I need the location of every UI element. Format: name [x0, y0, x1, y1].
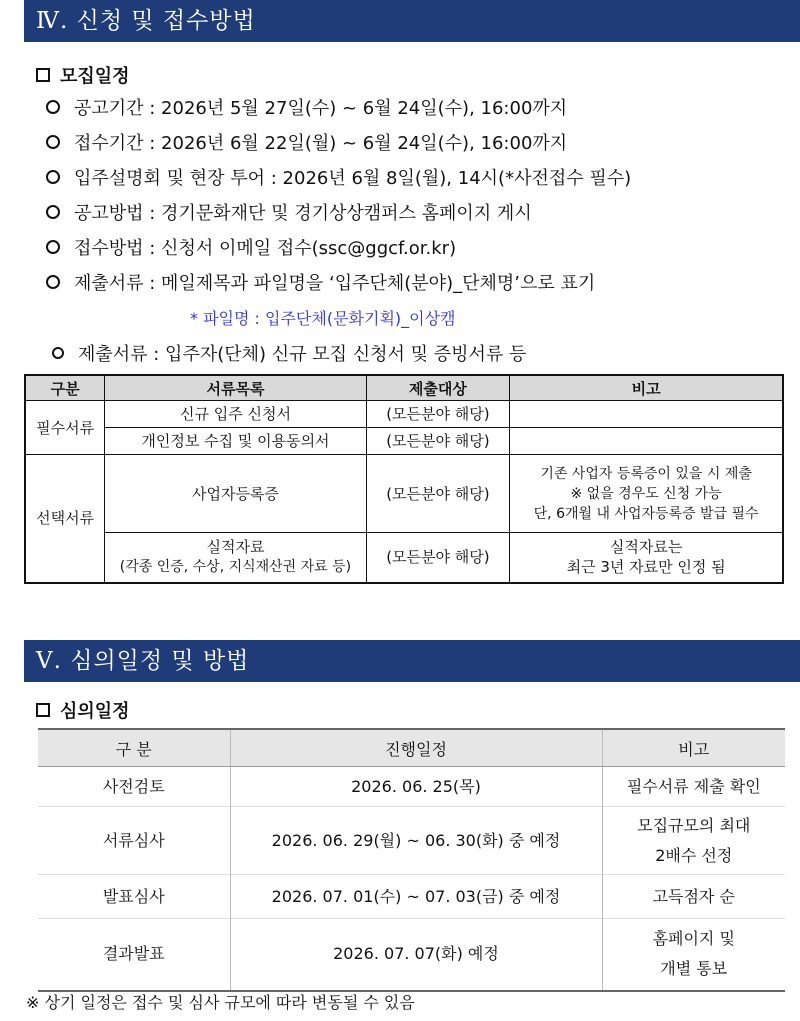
- square-bullet-icon: [36, 68, 50, 82]
- subhead-label: 모집일정: [60, 66, 130, 87]
- item-application-method: 접수방법 : 신청서 이메일 접수(ssc@ggcf.or.kr): [46, 234, 456, 260]
- col-header-schedule: 진행일정: [230, 729, 602, 767]
- required-docs-label: 필수서류: [25, 401, 105, 455]
- circle-bullet-icon: [46, 135, 60, 149]
- table-row: 선택서류 사업자등록증 (모든분야 해당) 기존 사업자 등록증이 있을 시 제출 ※ 없을 경우도 신청 가능 단, 6개월 내 사업자등록증 발급 필수: [25, 455, 783, 533]
- filename-note: * 파일명 : 입주단체(문화기획)_이상캠: [190, 309, 456, 328]
- circle-bullet-icon: [46, 205, 60, 219]
- circle-bullet-icon: [46, 240, 60, 254]
- table-row: 발표심사 2026. 07. 01(수) ~ 07. 03(금) 중 예정 고득점자 순: [38, 875, 785, 919]
- table-row: 서류심사 2026. 06. 29(월) ~ 06. 30(화) 중 예정 모집규모의 최대 2배수 선정: [38, 807, 785, 875]
- item-briefing-tour: 입주설명회 및 현장 투어 : 2026년 6월 8일(월), 14시(*사전접수 필수): [46, 164, 631, 190]
- square-bullet-icon: [36, 703, 50, 717]
- item-documents-naming: 제출서류 : 메일제목과 파일명을 ‘입주단체(분야)_단체명’으로 표기: [46, 269, 595, 295]
- table-row: 결과발표 2026. 07. 07(화) 예정 홈페이지 및 개별 통보: [38, 919, 785, 991]
- review-schedule-table: [38, 728, 785, 992]
- col-header-target: 제출대상: [366, 375, 510, 401]
- col-header-note: 비고: [510, 375, 783, 401]
- col-header-note: 비고: [602, 729, 785, 767]
- table-row: 사전검토 2026. 06. 25(목) 필수서류 제출 확인: [38, 767, 785, 807]
- table-row: 개인정보 수집 및 이용동의서 (모든분야 해당): [25, 428, 783, 455]
- circle-bullet-icon: [52, 347, 64, 359]
- col-header-category: 구분: [25, 375, 105, 401]
- subhead-label: 심의일정: [60, 701, 130, 722]
- circle-bullet-icon: [46, 100, 60, 114]
- table-row: 실적자료 (각종 인증, 수상, 지식재산권 자료 등) (모든분야 해당) 실적자료는 최근 3년 자료만 인정 됨: [25, 533, 783, 583]
- item-notice-period: 공고기간 : 2026년 5월 27일(수) ~ 6월 24일(수), 16:00까지: [46, 94, 567, 120]
- circle-bullet-icon: [46, 275, 60, 289]
- section-header-5: Ⅴ. 심의일정 및 방법: [24, 640, 800, 682]
- documents-table: [24, 374, 784, 584]
- optional-docs-label: 선택서류: [25, 455, 105, 583]
- col-header-stage: 구 분: [38, 729, 230, 767]
- subhead-review-schedule: [36, 697, 130, 723]
- schedule-footnote: ※ 상기 일정은 접수 및 심사 규모에 따라 변동될 수 있음: [26, 993, 415, 1012]
- item-application-period: 접수기간 : 2026년 6월 22일(월) ~ 6월 24일(수), 16:00까지: [46, 129, 567, 155]
- subhead-recruit-schedule: [36, 62, 130, 88]
- col-header-doc-list: 서류목록: [105, 375, 366, 401]
- item-notice-method: 공고방법 : 경기문화재단 및 경기상상캠퍼스 홈페이지 게시: [46, 199, 532, 225]
- table-row: 필수서류 신규 입주 신청서 (모든분야 해당): [25, 401, 783, 428]
- item-documents-list: 제출서류 : 입주자(단체) 신규 모집 신청서 및 증빙서류 등: [52, 340, 526, 366]
- circle-bullet-icon: [46, 170, 60, 184]
- section-header-4: Ⅳ. 신청 및 접수방법: [24, 0, 800, 42]
